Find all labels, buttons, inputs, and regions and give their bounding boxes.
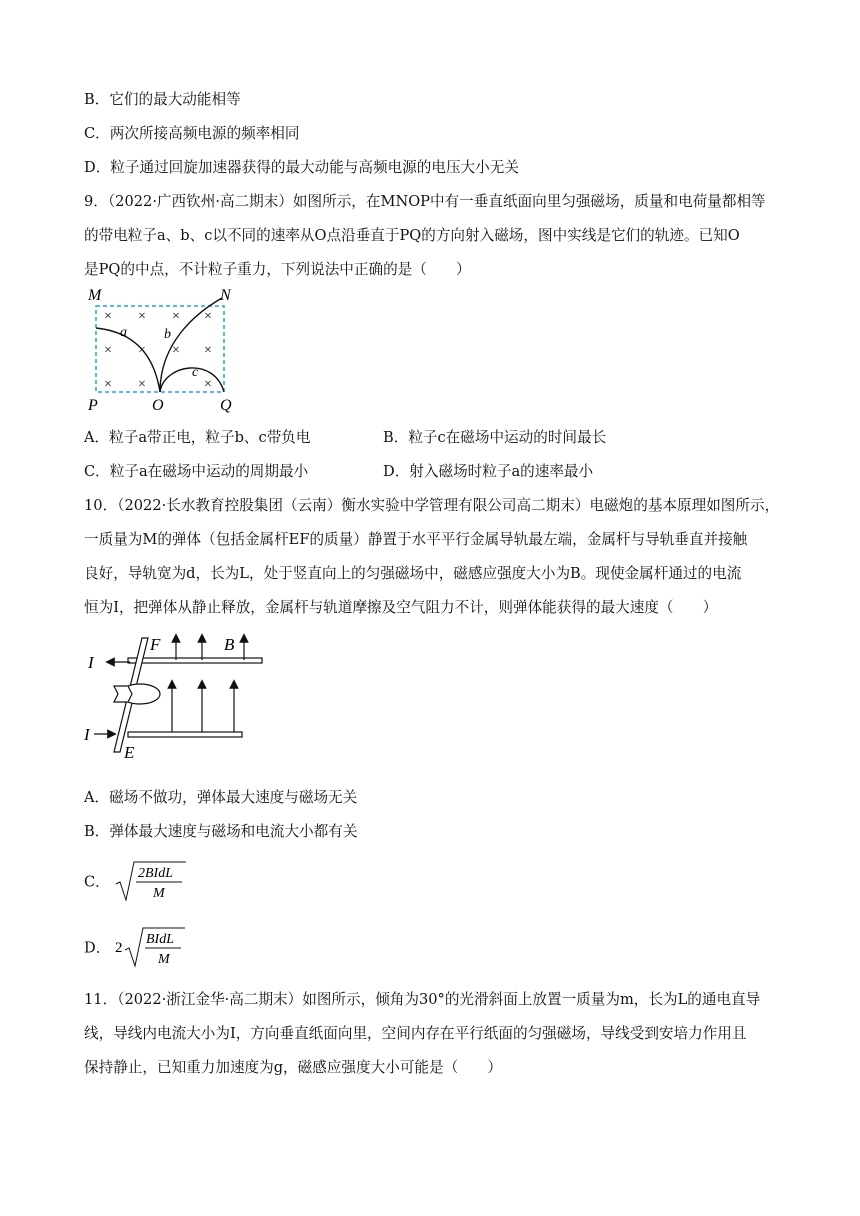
svg-text:×: × — [138, 309, 146, 324]
q10-stem-line-4: 恒为I，把弹体从静止释放，金属杆与轨道摩擦及空气阻力不计，则弹体能获得的最大速度（ ） — [84, 599, 718, 616]
svg-text:×: × — [104, 309, 112, 324]
svg-text:×: × — [204, 343, 212, 358]
q9-stem-line-2: 的带电粒子a、b、c以不同的速率从O点沿垂直于PQ的方向射入磁场，图中实线是它们的轨迹。已知O — [84, 227, 740, 244]
svg-text:P: P — [88, 397, 98, 414]
q10-option-d-label: D． — [84, 939, 111, 957]
svg-text:Q: Q — [220, 397, 232, 414]
svg-text:×: × — [138, 377, 146, 392]
trajectory-b — [160, 298, 222, 392]
svg-text:B: B — [224, 635, 235, 654]
svg-text:b: b — [164, 327, 171, 342]
svg-text:2: 2 — [114, 940, 123, 956]
svg-text:a: a — [120, 325, 127, 340]
svg-text:O: O — [152, 397, 164, 414]
svg-text:2BIdL: 2BIdL — [138, 866, 174, 881]
svg-text:×: × — [104, 343, 112, 358]
top-rail — [128, 658, 262, 663]
svg-text:I: I — [84, 725, 90, 744]
q9-option-d: D．射入磁场时粒子a的速率最小 — [383, 463, 594, 480]
svg-text:×: × — [104, 377, 112, 392]
svg-text:M: M — [88, 287, 102, 304]
svg-text:BIdL: BIdL — [145, 932, 174, 947]
svg-text:×: × — [172, 343, 180, 358]
svg-text:c: c — [192, 365, 199, 380]
q10-option-a: A．磁场不做功，弹体最大速度与磁场无关 — [84, 789, 358, 806]
q11-stem-line-2: 线，导线内电流大小为I，方向垂直纸面向里，空间内存在平行纸面的匀强磁场，导线受到安培力作用且 — [84, 1025, 747, 1042]
q10-option-b: B．弹体最大速度与磁场和电流大小都有关 — [84, 823, 358, 840]
svg-text:M: M — [153, 886, 166, 901]
svg-text:×: × — [172, 309, 180, 324]
q10-stem-line-2: 一质量为M的弹体（包括金属杆EF的质量）静置于水平平行金属导轨最左端，金属杆与导轨垂直并接触 — [84, 531, 748, 548]
q10-railgun-figure — [84, 628, 274, 768]
svg-text:×: × — [138, 343, 146, 358]
q10-option-d — [84, 924, 187, 970]
q9-stem-line-3: 是PQ的中点，不计粒子重力，下列说法中正确的是（ ） — [84, 261, 471, 278]
q9-magnetic-field-figure — [84, 284, 254, 414]
q10-option-c-label: C． — [84, 873, 110, 891]
q11-stem-line-1: 11．（2022·浙江金华·高二期末）如图所示，倾角为30°的光滑斜面上放置一质量为m，长为L的通电直导 — [84, 991, 761, 1008]
q10-stem-line-3: 良好，导轨宽为d，长为L，处于竖直向上的匀强磁场中，磁感应强度大小为B。现使金属杆通过的电流 — [84, 565, 742, 582]
projectile-head — [114, 686, 132, 702]
q9-option-c: C．粒子a在磁场中运动的周期最小 — [84, 463, 309, 480]
q8-option-d: D．粒子通过回旋加速器获得的最大动能与高频电源的电压大小无关 — [84, 159, 519, 176]
svg-text:×: × — [204, 309, 212, 324]
svg-text:×: × — [204, 377, 212, 392]
q9-option-a: A．粒子a带正电，粒子b、c带负电 — [84, 429, 311, 446]
svg-text:M: M — [157, 952, 170, 967]
bottom-rail — [128, 732, 242, 737]
svg-text:N: N — [220, 287, 231, 304]
q10-option-c — [84, 858, 186, 904]
svg-text:E: E — [124, 743, 135, 762]
q8-option-b: B．它们的最大动能相等 — [84, 91, 241, 108]
svg-text:I: I — [88, 653, 94, 672]
q8-option-c: C．两次所接高频电源的频率相同 — [84, 125, 300, 142]
q11-stem-line-3: 保持静止，已知重力加速度为g，磁感应强度大小可能是（ ） — [84, 1059, 502, 1076]
q10-stem-line-1: 10．（2022·长水教育控股集团（云南）衡水实验中学管理有限公司高二期末）电磁炮的基本原理如图所示， — [84, 497, 780, 514]
q9-option-b: B．粒子c在磁场中运动的时间最长 — [383, 429, 607, 446]
q10-option-d-formula — [115, 924, 187, 970]
svg-text:F: F — [150, 635, 161, 654]
q9-stem-line-1: 9．（2022·广西钦州·高二期末）如图所示，在MNOP中有一垂直纸面向里匀强磁场，质量和电荷量都相等 — [84, 193, 766, 210]
q10-option-c-formula — [114, 858, 186, 904]
